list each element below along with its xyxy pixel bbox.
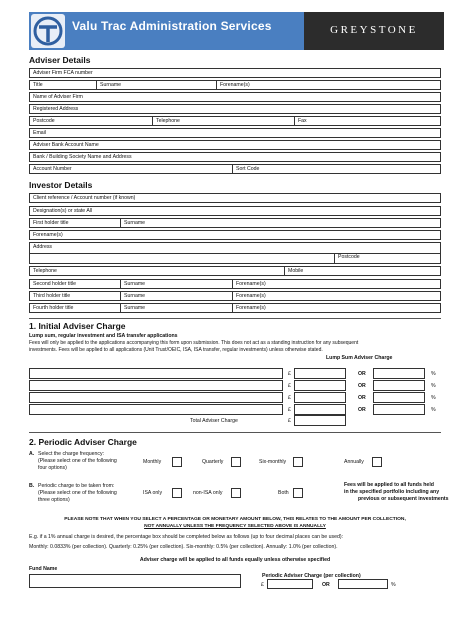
fees-note-line-1: Fees will be applied to all funds held bbox=[344, 482, 434, 488]
investor-address-label: Address bbox=[33, 244, 53, 250]
application-name-input[interactable] bbox=[29, 368, 283, 379]
initial-charge-text-2: investments. Fees will be applied to all applications (Unit Trust/OEIC, ISA, ISA transfer, regular investments) unless otherwise stated. bbox=[29, 347, 323, 353]
section-a-letter: A. bbox=[29, 451, 35, 457]
quarterly-label: Quarterly bbox=[202, 459, 224, 465]
total-charge-input[interactable] bbox=[294, 415, 346, 426]
non-isa-only-checkbox[interactable] bbox=[231, 488, 241, 498]
section-divider-2 bbox=[29, 432, 441, 433]
fca-number-label: Adviser Firm FCA number bbox=[33, 70, 93, 76]
bank-account-name-label: Adviser Bank Account Name bbox=[33, 142, 99, 148]
brand-banner bbox=[304, 12, 444, 50]
periodic-charge-heading: 2. Periodic Adviser Charge bbox=[29, 437, 137, 447]
initial-charge-subheading: Lump sum, regular investment and ISA transfer applications bbox=[29, 333, 178, 339]
bank-account-name-row[interactable] bbox=[29, 140, 441, 150]
periodic-percent-input[interactable] bbox=[338, 579, 388, 589]
valu-trac-logo-icon bbox=[31, 14, 65, 48]
investor-mobile-label: Mobile bbox=[284, 267, 442, 275]
periodic-amount-input[interactable] bbox=[267, 579, 313, 589]
lump-sum-amount-input[interactable] bbox=[294, 404, 346, 415]
registered-address-row[interactable] bbox=[29, 104, 441, 114]
application-name-input[interactable] bbox=[29, 392, 283, 403]
third-holder-surname-label: Surname bbox=[120, 292, 232, 300]
periodic-or-label: OR bbox=[322, 582, 330, 588]
lump-sum-percent-symbol: % bbox=[431, 407, 436, 413]
lump-sum-pound-symbol: £ bbox=[288, 383, 291, 389]
section-divider-1 bbox=[29, 318, 441, 319]
first-holder-title-label: First holder title bbox=[33, 220, 69, 226]
firm-name-label: Name of Adviser Firm bbox=[33, 94, 83, 100]
monthly-checkbox[interactable] bbox=[172, 457, 182, 467]
second-holder-row bbox=[29, 279, 441, 289]
forenames-label: Forename(s) bbox=[216, 81, 442, 89]
note-line-2: NOT ANNUALLY UNLESS THE FREQUENCY SELECTED ABOVE IS ANNUALLY bbox=[144, 524, 326, 529]
non-isa-only-label: non-ISA only bbox=[193, 490, 223, 496]
annually-checkbox[interactable] bbox=[372, 457, 382, 467]
fees-note-line-3: previous or subsequent investments bbox=[358, 496, 449, 502]
note-line-1: PLEASE NOTE THAT WHEN YOU SELECT A PERCENTAGE OR MONETARY AMOUNT BELOW, THIS RELATES TO THE AMOUNT PER COLLECTION, bbox=[64, 517, 406, 522]
email-label: Email bbox=[33, 130, 46, 136]
lump-sum-or-label: OR bbox=[358, 407, 366, 413]
fourth-holder-surname-label: Surname bbox=[120, 304, 232, 312]
investor-details-heading: Investor Details bbox=[29, 180, 93, 190]
designation-label: Designation(s) or state All bbox=[33, 208, 93, 214]
account-number-label: Account Number bbox=[33, 166, 72, 172]
lump-sum-percent-input[interactable] bbox=[373, 404, 425, 415]
example-text: E.g. if a 1% annual charge is desired, the percentage box should be completed below as follows (up to four decimal places can be used): bbox=[29, 534, 344, 540]
bank-name-address-row[interactable] bbox=[29, 152, 441, 162]
adviser-details-heading: Adviser Details bbox=[29, 55, 91, 65]
application-name-input[interactable] bbox=[29, 380, 283, 391]
quarterly-checkbox[interactable] bbox=[231, 457, 241, 467]
second-holder-title-label: Second holder title bbox=[33, 281, 76, 287]
lump-sum-or-label: OR bbox=[358, 371, 366, 377]
fourth-holder-row bbox=[29, 303, 441, 313]
section-a-text-3: four options) bbox=[38, 465, 67, 471]
lump-sum-amount-input[interactable] bbox=[294, 368, 346, 379]
third-holder-row bbox=[29, 291, 441, 301]
first-holder-surname-label: Surname bbox=[120, 219, 442, 227]
second-holder-surname-label: Surname bbox=[120, 280, 232, 288]
lump-sum-percent-symbol: % bbox=[431, 371, 436, 377]
investor-address-block[interactable] bbox=[29, 242, 441, 264]
third-holder-forenames-label: Forename(s) bbox=[232, 292, 442, 300]
both-checkbox[interactable] bbox=[293, 488, 303, 498]
rates-text: Monthly: 0.0833% (per collection). Quarterly: 0.25% (per collection). Six-monthly: 0.5% (per collection). Annually: 1.0% (per collection). bbox=[29, 544, 338, 550]
section-b-letter: B. bbox=[29, 483, 35, 489]
initial-charge-text-1: Fees will only be applied to the applications accompanying this form upon submission. This does not act as a standing instruction for any subsequent bbox=[29, 340, 359, 346]
lump-sum-amount-input[interactable] bbox=[294, 380, 346, 391]
section-b-text-2: (Please select one of the following bbox=[38, 490, 117, 496]
both-label: Both bbox=[278, 490, 289, 496]
forenames-row[interactable] bbox=[29, 230, 441, 240]
account-sortcode-row bbox=[29, 164, 441, 174]
six-monthly-checkbox[interactable] bbox=[293, 457, 303, 467]
total-pound-symbol: £ bbox=[288, 418, 291, 424]
fca-number-row[interactable] bbox=[29, 68, 441, 78]
lump-sum-or-label: OR bbox=[358, 383, 366, 389]
isa-only-label: ISA only bbox=[143, 490, 163, 496]
investor-forenames-label: Forename(s) bbox=[33, 232, 63, 238]
third-holder-title-label: Third holder title bbox=[33, 293, 71, 299]
adviser-name-row bbox=[29, 80, 441, 90]
section-a-text-1: Select the charge frequency: bbox=[38, 451, 105, 457]
lump-sum-percent-input[interactable] bbox=[373, 368, 425, 379]
postcode-label: Postcode bbox=[33, 118, 55, 124]
section-b-text-3: three options) bbox=[38, 497, 70, 503]
fax-label: Fax bbox=[294, 117, 442, 125]
telephone-label: Telephone bbox=[152, 117, 294, 125]
application-name-input[interactable] bbox=[29, 404, 283, 415]
initial-charge-heading: 1. Initial Adviser Charge bbox=[29, 321, 126, 331]
email-row[interactable] bbox=[29, 128, 441, 138]
section-b-text-1: Periodic charge to be taken from: bbox=[38, 483, 115, 489]
sort-code-label: Sort Code bbox=[232, 165, 442, 173]
monthly-label: Monthly bbox=[143, 459, 162, 465]
title-label: Title bbox=[33, 82, 43, 88]
lump-sum-percent-input[interactable] bbox=[373, 392, 425, 403]
client-reference-row[interactable] bbox=[29, 193, 441, 203]
section-a-text-2: (Please select one of the following bbox=[38, 458, 117, 464]
header-title: Valu Trac Administration Services bbox=[72, 19, 272, 33]
firm-name-row[interactable] bbox=[29, 92, 441, 102]
periodic-percent-symbol: % bbox=[391, 582, 396, 588]
periodic-charge-label: Periodic Adviser Charge (per collection) bbox=[262, 573, 361, 579]
lump-sum-or-label: OR bbox=[358, 395, 366, 401]
fourth-holder-forenames-label: Forename(s) bbox=[232, 304, 442, 312]
first-holder-row bbox=[29, 218, 441, 228]
designation-row[interactable] bbox=[29, 206, 441, 216]
lump-sum-pound-symbol: £ bbox=[288, 407, 291, 413]
lump-sum-percent-symbol: % bbox=[431, 395, 436, 401]
total-adviser-charge-label: Total Adviser Charge bbox=[190, 418, 238, 424]
surname-label: Surname bbox=[96, 81, 216, 89]
fourth-holder-title-label: Fourth holder title bbox=[33, 305, 74, 311]
investor-postcode-label: Postcode bbox=[334, 253, 442, 264]
registered-address-label: Registered Address bbox=[33, 106, 79, 112]
lump-sum-pound-symbol: £ bbox=[288, 395, 291, 401]
periodic-pound-symbol: £ bbox=[261, 582, 264, 588]
lump-sum-percent-input[interactable] bbox=[373, 380, 425, 391]
lump-sum-pound-symbol: £ bbox=[288, 371, 291, 377]
bank-name-address-label: Bank / Building Society Name and Address bbox=[33, 154, 132, 160]
annually-label: Annually bbox=[344, 459, 364, 465]
postcode-phone-fax-row bbox=[29, 116, 441, 126]
client-reference-label: Client reference / Account number (if known) bbox=[33, 195, 136, 201]
investor-phone-row bbox=[29, 266, 441, 276]
brand-name: GREYSTONE bbox=[330, 24, 418, 36]
fund-name-input[interactable] bbox=[29, 574, 241, 588]
six-monthly-label: Six-monthly bbox=[259, 459, 287, 465]
fees-note-line-2: in the specified portfolio including any bbox=[344, 489, 440, 495]
lump-sum-label: Lump Sum Adviser Charge bbox=[326, 355, 393, 361]
investor-telephone-label: Telephone bbox=[33, 268, 57, 274]
second-holder-forenames-label: Forename(s) bbox=[232, 280, 442, 288]
isa-only-checkbox[interactable] bbox=[172, 488, 182, 498]
fund-name-label: Fund Name bbox=[29, 566, 58, 572]
lump-sum-amount-input[interactable] bbox=[294, 392, 346, 403]
applied-note: Adviser charge will be applied to all funds equally unless otherwise specified bbox=[139, 557, 331, 563]
lump-sum-percent-symbol: % bbox=[431, 383, 436, 389]
